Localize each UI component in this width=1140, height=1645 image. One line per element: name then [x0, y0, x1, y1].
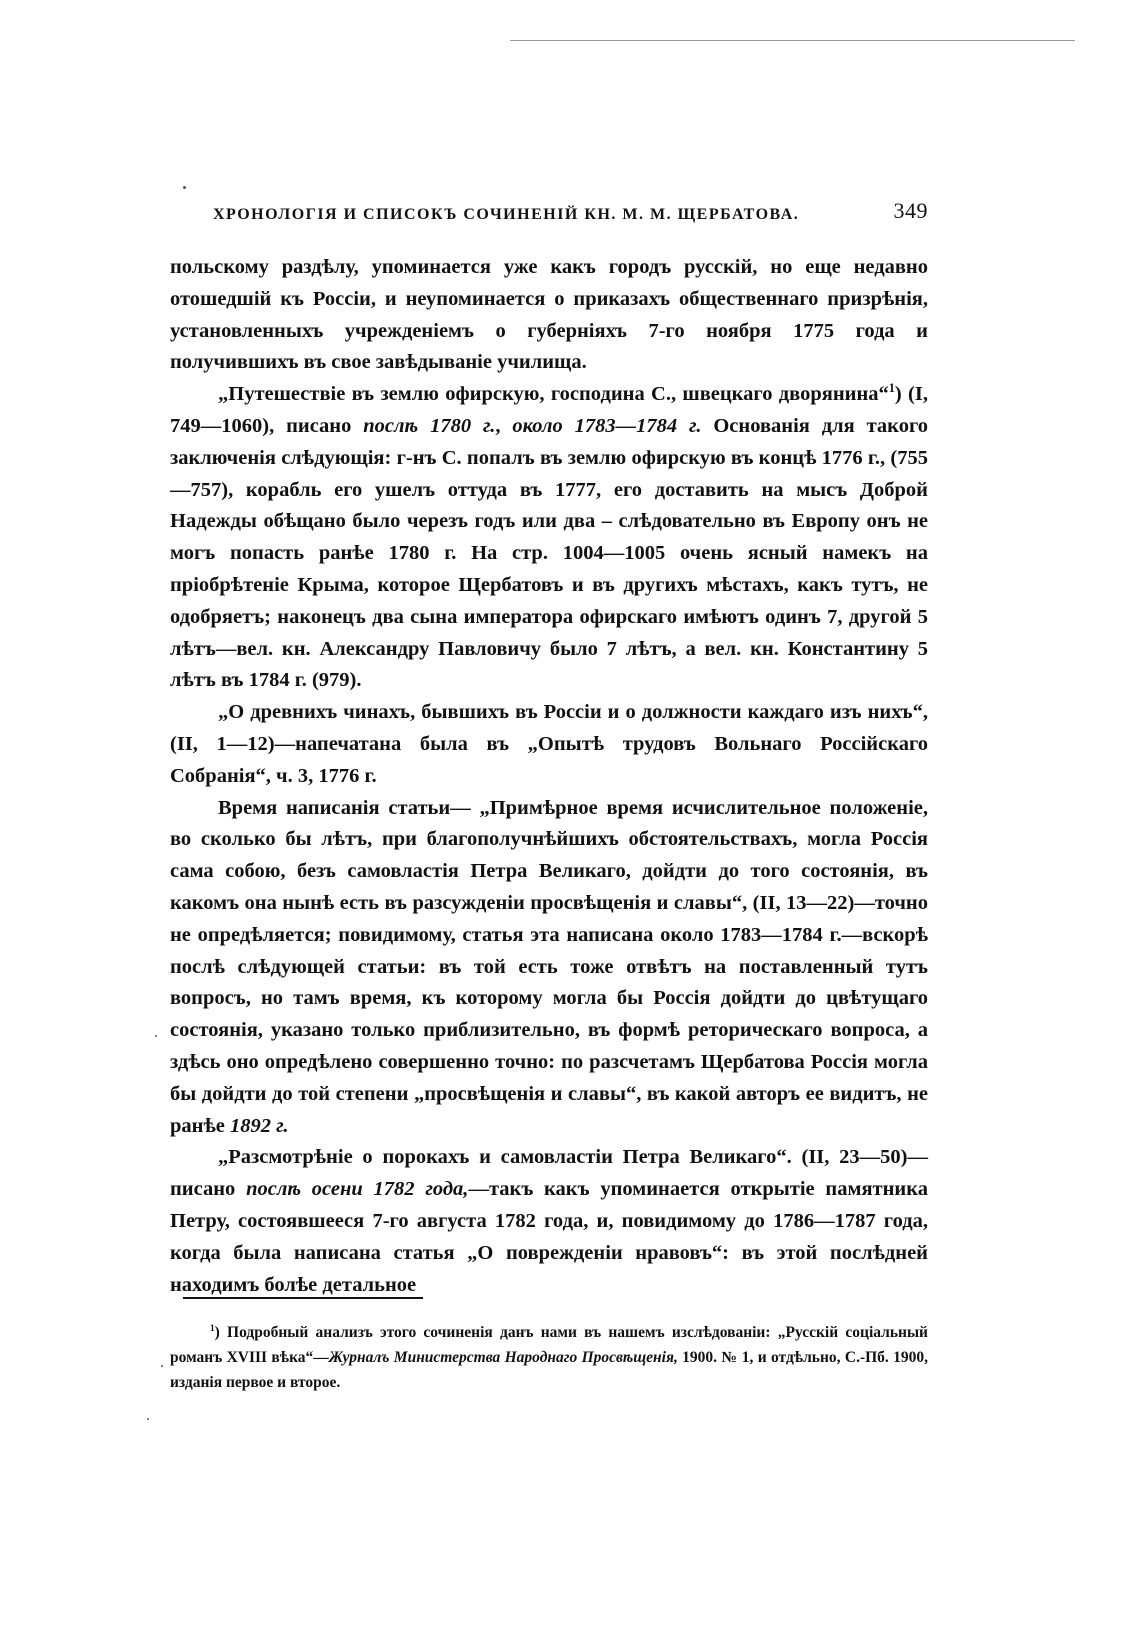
- paragraph-text: ,: [495, 414, 513, 437]
- paragraph-text: ) (I, 749—1060), писано: [170, 383, 928, 437]
- paragraph-text: —такъ какъ упоминается открытіе памятника Петру, состоявшееся 7-го августа 1782 года, и, повидимому до 1786—1787 года, когда была написана статья „О поврежденіи нравовъ“: въ этой послѣдней находимъ болѣе детальное: [170, 1178, 928, 1296]
- page-number: 349: [893, 198, 928, 223]
- page-header: [213, 198, 928, 232]
- footnote-text: 1900. № 1, и отдѣльно, С.-Пб. 1900, изданія первое и второе.: [170, 1349, 928, 1391]
- date-emphasis: около 1783—1784 г.: [512, 414, 702, 437]
- scan-speck: [161, 1365, 163, 1367]
- date-emphasis: послѣ осени 1782 года,: [246, 1178, 469, 1201]
- footnote-rule: [183, 1297, 423, 1299]
- paragraph-ofir-travel: [170, 379, 928, 697]
- date-emphasis: послѣ 1780 г.: [363, 414, 496, 437]
- paragraph-text: „Разсмотрѣніе о порокахъ и самовластіи Петра Великаго“. (II, 23—50)—писано: [170, 1146, 928, 1201]
- footnote-text: ) Подробный анализъ этого сочиненія данъ нами въ нашемъ изслѣдованіи: „Русскій соціальный романъ XVIII вѣка“—: [170, 1324, 928, 1366]
- running-title: ХРОНОЛОГІЯ И СПИСОКЪ СОЧИНЕНІЙ КН. М. М. ЩЕРБАТОВА.: [213, 206, 800, 223]
- scan-speck: [183, 186, 186, 189]
- scan-top-rule: [510, 40, 1075, 41]
- footnote-mark: 1: [210, 1323, 215, 1334]
- work-title-ofir: „Путешествіе въ землю офирскую, господина С., швецкаго дворянина“: [218, 383, 889, 406]
- paragraph-text: Время написанія статьи— „Примѣрное время исчислительное положеніе, во сколько бы лѣтъ, при благополучнѣйшихъ обстоятельствахъ, могла Россія сама собою, безъ самовластія Петра Великаго, дойдти до того состоянія, въ какомъ она нынѣ есть въ разсужденіи просвѣщенія и славы“, (II, 13—22)—точно не опредѣляется; повидимому, статья эта написана около 1783—1784 г.—вскорѣ послѣ слѣдующей статьи: въ той есть тоже отвѣтъ на поставленный тутъ вопросъ, но тамъ время, къ которому могла бы Россія дойдти до цвѣтущаго состоянія, указано только приблизительно, въ формѣ реторическаго вопроса, а здѣсь оно опредѣлено совершенно точно: по разсчетамъ Щербатова Россія могла бы дойдти до той степени „просвѣщенія и славы“, въ какой авторъ ее видитъ, не ранѣе: [170, 796, 928, 1137]
- paragraph-continuation: польскому раздѣлу, упоминается уже какъ городъ русскій, но еще недавно отошедшій къ Россіи, и неупоминается о приказахъ общественнаго призрѣнія, установленныхъ учрежденіемъ о губерніяхъ 7-го ноября 1775 года и получившихъ въ свое завѣдываніе училища.: [170, 256, 928, 374]
- scan-speck: [147, 1418, 149, 1420]
- body-text: [170, 252, 928, 1301]
- paragraph-peter-vices: [170, 1142, 928, 1301]
- journal-title: Журналъ Министерства Народнаго Просвѣщенія,: [328, 1349, 678, 1366]
- scan-speck: [155, 1035, 157, 1037]
- footnote-reference[interactable]: 1: [888, 381, 895, 396]
- paragraph-estimated-time: [170, 793, 928, 1143]
- paragraph-text: Основанія для такого заключенія слѣдующія: г-нъ С. попалъ въ землю офирскую въ концѣ 1776 г., (755—757), корабль его ушелъ оттуда въ 1777, его доставить на мысъ Доброй Надежды обѣщано было черезъ годъ или два – слѣдовательно въ Европу онъ не могъ попасть ранѣе 1780 г. На стр. 1004—1005 очень ясный намекъ на пріобрѣтеніе Крыма, которое Щербатовъ и въ другихъ мѣстахъ, какъ тутъ, не одобряетъ; наконецъ два сына императора офирскаго имѣютъ одинъ 7, другой 5 лѣтъ—вел. кн. Александру Павловичу было 7 лѣтъ, а вел. кн. Константину 5 лѣтъ въ 1784 г. (979).: [170, 414, 928, 692]
- paragraph-ancient-ranks: „О древнихъ чинахъ, бывшихъ въ Россіи и о должности каждаго изъ нихъ“, (II, 1—12)—напечатана была въ „Опытѣ трудовъ Вольнаго Россійскаго Собранія“, ч. 3, 1776 г.: [170, 701, 928, 787]
- date-emphasis: 1892 г.: [230, 1114, 289, 1137]
- footnote-1: [170, 1320, 928, 1395]
- footnotes: [170, 1320, 928, 1395]
